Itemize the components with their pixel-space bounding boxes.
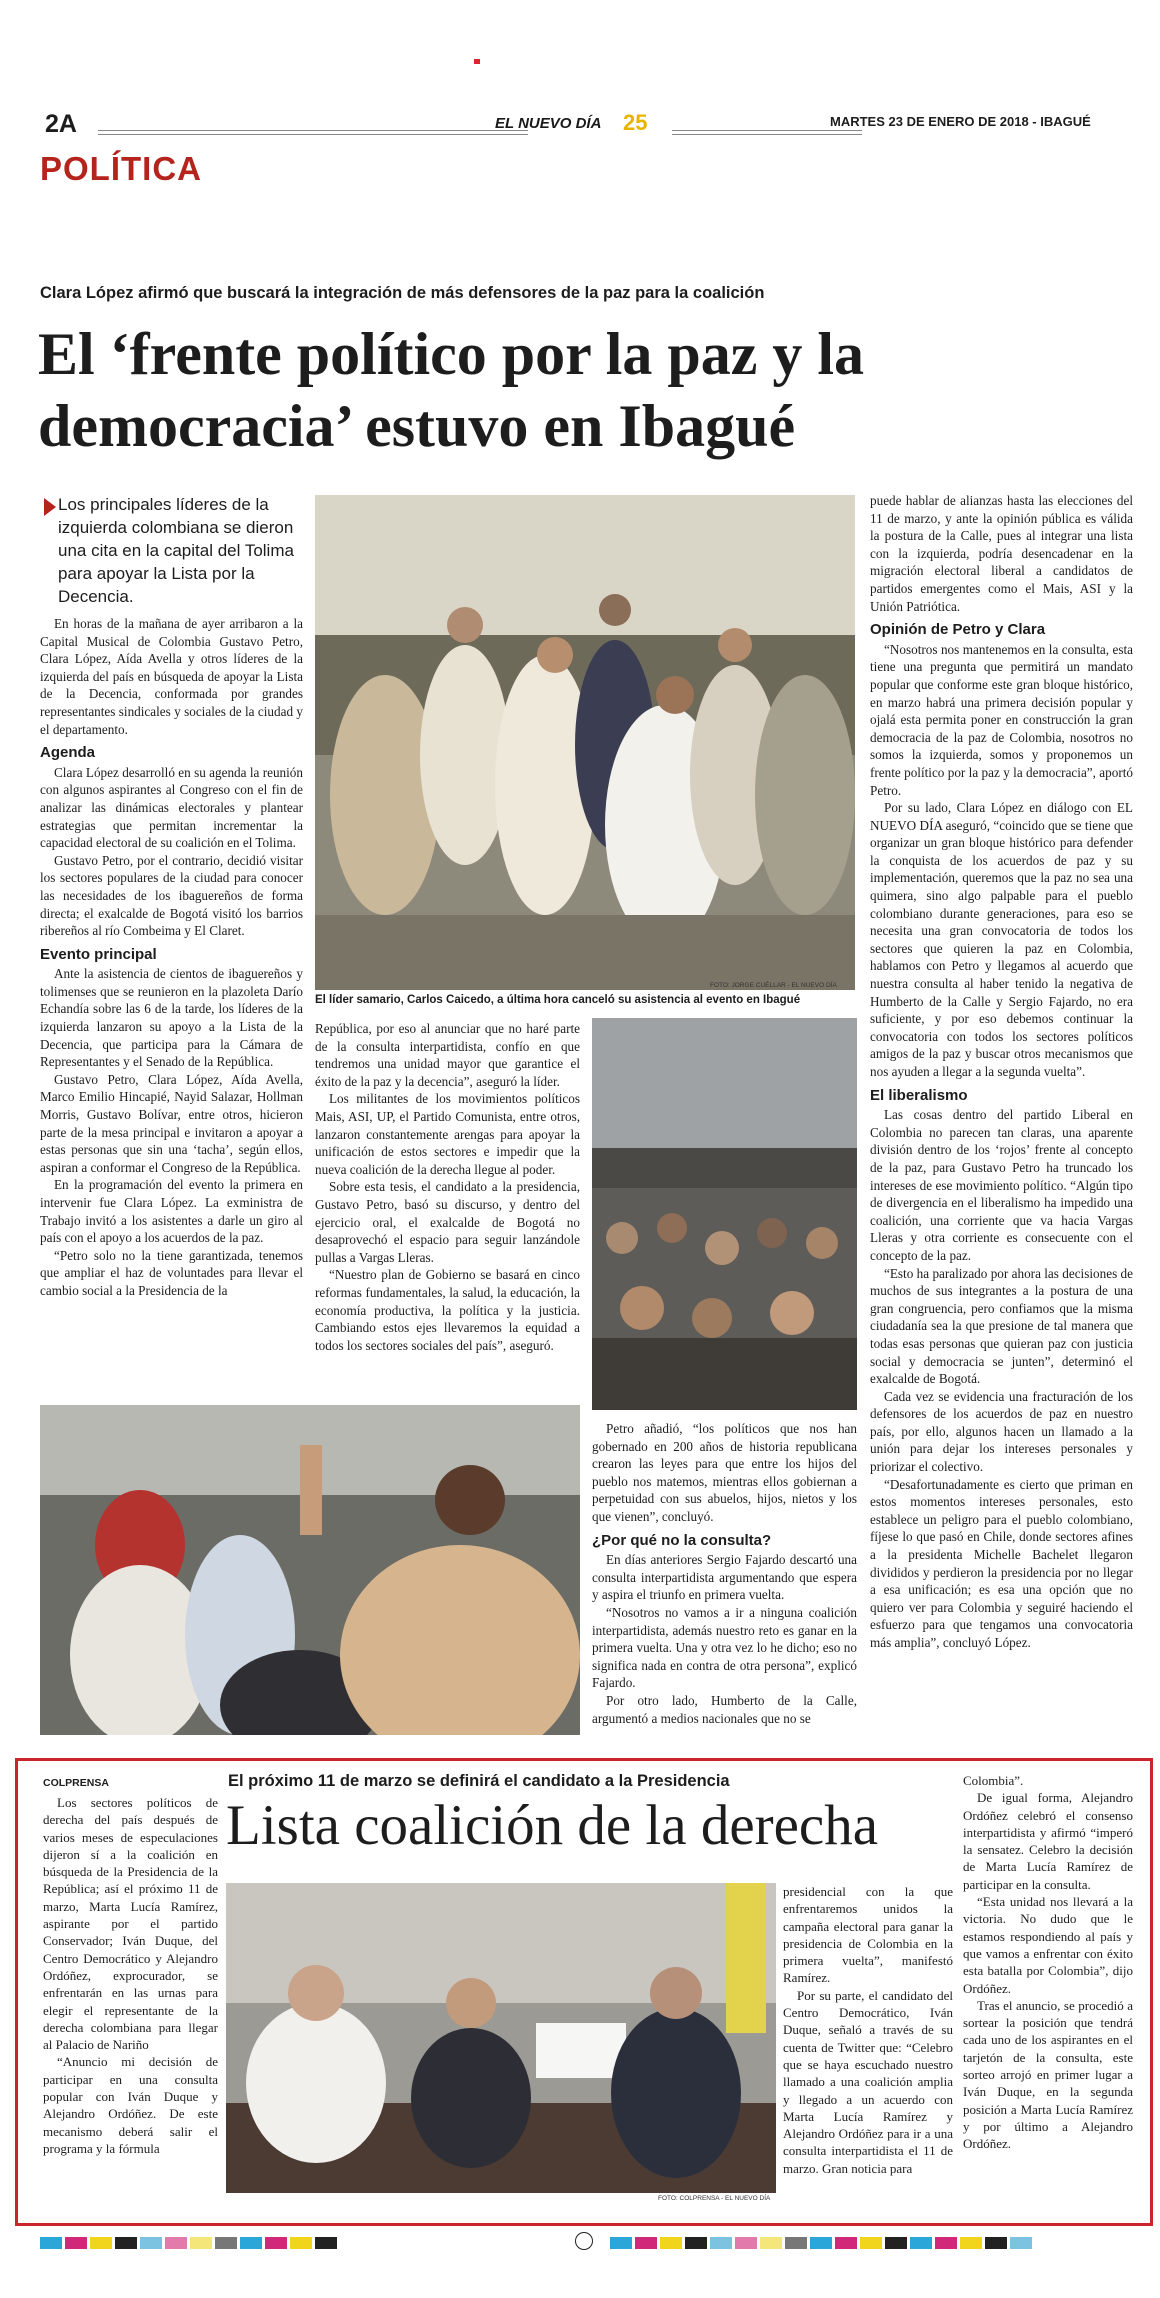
paragraph: Los sectores políticos de derecha del país después de varios meses de especulaciones dijeron sí a la coalición en búsqueda de la Presidencia de la República; así el próximo 11 de marzo, Marta Lucía Ramírez, aspirante por el partido Conservador; Iván Duque, del Centro Democrático y Alejandro Ordóñez, exprocurador, se enfrentarán en las urnas para elegir el representante de la derecha colombiana para llegar al Palacio de Nariño (43, 1795, 218, 2053)
photo-audience (592, 1018, 857, 1410)
paragraph: Los militantes de los movimientos políticos Mais, ASI, UP, el Partido Comunista, entre otros, lanzaron constantemente arengas para apoyar la unificación de estos sectores e impedir que la nueva coalición de la derecha llegue al poder. (315, 1091, 580, 1177)
lead-paragraph: Los principales líderes de la izquierda colombiana se dieron una cita en la capital del Tolima para apoyar la Lista por la Decencia. (58, 495, 294, 606)
color-bar-left (40, 2236, 340, 2254)
section-title: POLÍTICA (40, 150, 202, 187)
paragraph: Gustavo Petro, Clara López, Aída Avella, Marco Emilio Hincapié, Nayid Salazar, Hollman Morris, Gustavo Bolívar, entre otros, hicieron parte de la mesa principal e invitaron a apoyar a estas personas que sin una ‘tacha’, según ellos, aspiran a conformar el Congreso de la República. (40, 1071, 303, 1175)
paragraph: Por su parte, el candidato del Centro Democrático, Iván Duque, señaló a través de su cuenta de Twitter que: “Celebro que se haya escuchado nuestro llamado a una coalición amplia y llegado a un acuerdo con Marta Lucía Ramírez y Alejandro Ordóñez para ir a una consulta interpartidista el 11 de marzo. Gran noticia para (783, 1987, 953, 2176)
color-bar-right (610, 2236, 1035, 2254)
paragraph: En horas de la mañana de ayer arribaron a la Capital Musical de Colombia Gustavo Petro, Clara López, Aída Avella y otros líderes de la izquierda del país en búsqueda de apoyar la Lista de la Decencia, conformada por grandes representantes sindicales y sociales de la ciudad y el departamento. (40, 616, 303, 737)
paragraph: “Nosotros nos mantenemos en la consulta, esta tiene una pregunta que permitirá un mandato popular que conforme este gran bloque histórico, en marzo habrá una primera decisión popular y ojalá esta permita poner en construcción la gran democracia de la paz de Colombia, nosotros no somos la izquierda, somos y proponemos un frente político por la paz y la democracia”, aportó Petro. (870, 641, 1133, 798)
headline-line-2: democracia’ estuvo en Ibagué (38, 393, 796, 459)
paragraph: República, por eso al anunciar que no haré parte de la consulta interpartidista, confío en que tendremos una unidad mayor que garantice el éxito de la paz y la decencia”, aseguró la líder. (315, 1021, 580, 1089)
headline-line-1: El ‘frente político por la paz y la (38, 321, 865, 387)
box-column-3 (963, 1772, 1133, 2153)
subhead-consulta: ¿Por qué no la consulta? (592, 1531, 772, 1549)
page-number: 2A (45, 110, 77, 138)
registration-target-icon (575, 2232, 593, 2250)
box-headline: Lista coalición de la derecha (226, 1794, 878, 1857)
header-rule-left (98, 130, 528, 135)
registration-mark (474, 59, 480, 64)
paragraph: Gustavo Petro, por el contrario, decidió visitar los sectores populares de la ciudad para conocer las necesidades de los ibaguereños de forma directa; el exalcalde de Bogotá visitó los barrios ribereños al río Combeima y El Claret. (40, 852, 303, 939)
paragraph: “Petro solo no la tiene garantizada, tenemos que ampliar el haz de voluntades para llevar el cambio social a la Presidencia de la (40, 1247, 303, 1298)
box-column-1 (43, 1794, 218, 2157)
box-kicker: El próximo 11 de marzo se definirá el candidato a la Presidencia (228, 1772, 730, 1790)
paragraph: Por su lado, Clara López en diálogo con EL NUEVO DÍA aseguró, “coincido que se tiene que organizar un gran bloque histórico para defender la conquista de los acuerdos de paz y su implementación, queremos que la paz no sea una quimera, sino algo palpable para el pueblo colombiano durante generaciones, para eso se necesita una gran convocatoria de todos los sectores que quieren la paz en Colombia, hablamos con Petro y llegamos al acuerdo que nuestra consulta al haber tenido la negativa de Humberto de la Calle y Sergio Fajardo, no era suficiente, y por eso debemos continuar la convocatoria con todos los sectores políticos amigos de la paz y buscar otros mecanismos que nos ayuden a llegar a la segunda vuelta”. (870, 800, 1133, 1079)
box-source: COLPRENSA (43, 1777, 109, 1789)
paragraph: En días anteriores Sergio Fajardo descartó una consulta interpartidista argumentando que espera y aspira el triunfo en primera vuelta. (592, 1552, 857, 1603)
paragraph: “Esta unidad nos llevará a la victoria. No dudo que le estamos respondiendo al país y que vamos a enfrentar con éxito esta batalla por Colombia”, dijo Ordóñez. (963, 1894, 1133, 1996)
paragraph: Ante la asistencia de cientos de ibaguereños y tolimenses que se reunieron en la plazoleta Darío Echandía sobre las 6 de la tarde, los líderes de la izquierda lanzaron su apoyo a la Lista de la Decencia, que participa para la Cámara de Representantes y el Senado de la República. (40, 966, 303, 1070)
story-column-1 (40, 615, 303, 1300)
dateline: MARTES 23 DE ENERO DE 2018 - IBAGUÉ (830, 114, 1091, 129)
page-header (40, 110, 1120, 144)
story-column-2 (315, 1020, 580, 1354)
story-column-4 (870, 492, 1133, 1652)
box-story (15, 1758, 1153, 2226)
paragraph: Las cosas dentro del partido Liberal en Colombia no parecen tan claras, una aparente división dentro de los ‘rojos’ frente al concepto de la paz, para Gustavo Petro ha truncado los intereses de ese movimiento político. “Algún tipo de divergencia en el liberalismo ha impedido una coalición, una corriente que va hacia Vargas Lleras y otra corriente es consecuente con el concepto de la paz. (870, 1107, 1133, 1263)
photo-caption: El líder samario, Carlos Caicedo, a última hora canceló su asistencia al evento en Ibagué (315, 994, 801, 1006)
headline (38, 318, 1118, 462)
paragraph: Tras el anuncio, se procedió a sortear la posición que tendrá cada uno de los aspirantes en el tarjetón de la consulta, este sorteo arrojó en primer lugar a Iván Duque, en la segunda posición a Marta Lucía Ramírez y por último a Alejandro Ordóñez. (963, 1997, 1133, 2152)
paragraph: Colombia”. (963, 1773, 1024, 1788)
paragraph: “Desafortunadamente es cierto que priman en estos momentos intereses personales, esto establece un peligro para el pueblo colombiano, fíjese lo que pasó en Chile, donde sectores afines a la presidenta Michelle Bachelet llegaron divididos y perdieron la presidencia por no llegar a esa unificación; es esa una opción que no quiero ver para Colombia y seguiré haciendo el esfuerzo para que tengamos una convocatoria más amplia”, concluyó López. (870, 1476, 1133, 1650)
subhead-opinion: Opinión de Petro y Clara (870, 621, 1046, 639)
paragraph: Sobre esta tesis, el candidato a la presidencia, Gustavo Petro, basó su discurso, y dentro del ejercicio oral, el exalcalde de Bogotá no desaprovechó el espacio para seguir lanzándole pullas a Vargas Lleras. (315, 1179, 580, 1265)
paragraph: presidencial con la que enfrentaremos unidos la campaña electoral para ganar la presidencia de Colombia en la primera vuelta”, manifestó Ramírez. (783, 1884, 953, 1986)
paragraph: Petro añadió, “los políticos que nos han gobernado en 200 años de historia republicana crearon las leyes para que entre los hijos del pueblo nos matemos, mientras ellos gobiernan a perpetuidad con sus abuelos, hijos, nietos y los que vienen”, concluyó. (592, 1421, 857, 1524)
subhead-agenda: Agenda (40, 744, 96, 762)
paragraph: “Nuestro plan de Gobierno se basará en cinco reformas fundamentales, la salud, la educación, la economía productiva, la política y la justicia. Cambiando estos ejes llevaremos la equidad a todos los sectores sociales del país”, aseguró. (315, 1267, 580, 1353)
story-column-3 (592, 1420, 857, 1727)
paragraph: “Esto ha paralizado por ahora las decisiones de muchos de sus integrantes a la postura de una gran congruencia, pero confiamos que la misma ciudadanía sea la que presione de tal manera que todas esas personas que quieran paz con justicia social y democracia se junten”, determinó el exalcalde de Bogotá. (870, 1265, 1133, 1387)
photo-credit: FOTO: JORGE CUÉLLAR - EL NUEVO DÍA (710, 982, 837, 989)
paragraph: De igual forma, Alejandro Ordóñez celebró el consenso interpartidista y afirmó “imperó la sensatez. Celebro la decisión de Marta Lucía Ramírez de participar en la consulta. (963, 1790, 1133, 1892)
photo-speaker (40, 1405, 580, 1735)
paragraph: “Anuncio mi decisión de participar en una consulta popular con Iván Duque y Alejandro Ordóñez. De este mecanismo deberá salir el programa y la fórmula (43, 2054, 218, 2156)
photo-leaders-crowd (315, 495, 855, 990)
paragraph: puede hablar de alianzas hasta las elecciones del 11 de marzo, y ante la opinión pública es válida la postura de la Calle, pues al integrar una lista con la izquierda, podría desencadenar en la migración electoral liberal a candidatos de partidos emergentes como el Mais, ASI y la Unión Patriótica. (870, 493, 1133, 614)
paragraph: Clara López desarrolló en su agenda la reunión con algunos aspirantes al Congreso con el fin de analizar las dinámicas electorales y plantear estrategias que permitan incrementar la capacidad electoral de su coalición en el Tolima. (40, 764, 303, 851)
lead-marker (44, 498, 56, 516)
anniversary-badge: 25 (623, 110, 648, 135)
kicker: Clara López afirmó que buscará la integración de más defensores de la paz para la coalición (40, 284, 765, 302)
subhead-evento: Evento principal (40, 945, 157, 963)
box-column-2 (783, 1883, 953, 2177)
paragraph: “Nosotros no vamos a ir a ninguna coalición interpartidista, además nuestro reto es ganar en la primera vuelta. Una y otra vez lo he dicho; eso no significa nada en contra de otra persona”, explicó Fajardo. (592, 1604, 857, 1691)
header-rule-right (672, 130, 862, 135)
paragraph: En la programación del evento la primera en intervenir fue Clara López. La exministra de Trabajo invitó a los asistentes a darle un giro al país con el apoyo a los acuerdos de la paz. (40, 1177, 303, 1246)
logo-text: EL NUEVO DÍA (495, 115, 602, 132)
paragraph: Por otro lado, Humberto de la Calle, argumentó a medios nacionales que no se (592, 1692, 857, 1726)
photo-coalition (226, 1883, 776, 2193)
newspaper-logo (495, 112, 660, 142)
subhead-liberalismo: El liberalismo (870, 1086, 968, 1104)
paragraph: Cada vez se evidencia una fracturación de los defensores de los acuerdos de paz en nuestro país, por ello, algunos hacen un llamado a la unión para dejar los intereses personales y priorizar el colectivo. (870, 1388, 1133, 1475)
box-photo-credit: FOTO: COLPRENSA - EL NUEVO DÍA (658, 2195, 771, 2202)
